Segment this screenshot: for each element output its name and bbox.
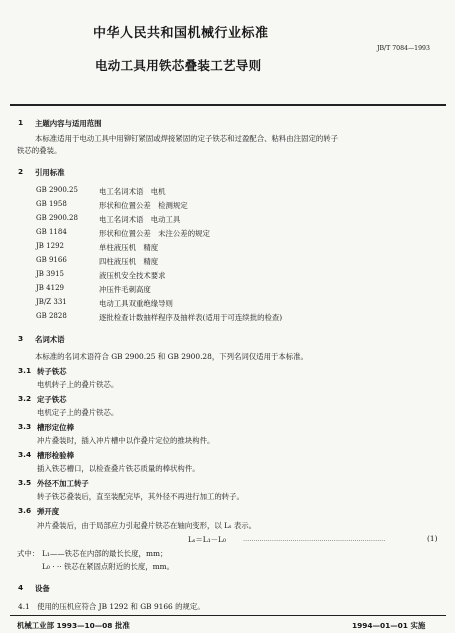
- section-1-paragraph-line-1: 本标准适用于电动工具中用铆钉紧固或焊接紧固的定子铁芯和过盈配合、粘料由注固定的转子: [35, 134, 339, 143]
- term-definition: 电机转子上的叠片铁芯。: [37, 380, 119, 389]
- document-title: 电动工具用铁芯叠装工艺导则: [95, 58, 262, 73]
- formula: Lₛ＝L₁－L₀: [188, 535, 226, 544]
- section-1-heading: 主题内容与适用范围: [35, 119, 102, 128]
- formula-leader-dots: ……………………………………………………………: [243, 536, 386, 543]
- term-name: 槽形检验棒: [37, 451, 74, 460]
- ref-title: 冲压件毛刺高度: [99, 285, 151, 294]
- term-number: 3.6: [18, 506, 32, 515]
- section-2-heading: 引用标准: [35, 168, 65, 177]
- ref-code: JB 1292: [36, 242, 64, 250]
- term-number: 3.4: [18, 450, 32, 459]
- section-1-number: 1: [18, 118, 24, 127]
- where-line-1: L₁——铁芯在内部的最长长度，mm；: [42, 549, 168, 558]
- term-number: 3.5: [18, 478, 32, 487]
- ref-code: GB 2900.25: [36, 186, 78, 194]
- ref-title: 形状和位置公差 未注公差的规定: [99, 229, 210, 238]
- term-name: 槽形定位棒: [37, 423, 74, 432]
- term-definition: 转子铁芯叠装后，直至装配完毕，其外径不再进行加工的转子。: [37, 492, 244, 501]
- section-1-paragraph-line-2: 铁芯的叠装。: [17, 146, 62, 155]
- ref-code: JB/Z 331: [36, 298, 67, 306]
- ref-title: 单柱液压机 精度: [99, 243, 159, 252]
- term-number: 3.2: [18, 394, 32, 403]
- ref-code: GB 1958: [36, 200, 67, 208]
- section-3-heading: 名词术语: [35, 335, 65, 344]
- ref-code: GB 9166: [36, 256, 67, 264]
- ref-code: GB 2900.28: [36, 214, 78, 222]
- ref-title: 电动工具双重绝缘导则: [99, 299, 173, 308]
- header-rule: [10, 104, 446, 106]
- approval-line: 机械工业部 1993—10—08 批准: [17, 621, 130, 630]
- ref-code: JB 3915: [36, 270, 64, 278]
- ref-title: 电工名词术语 电机: [99, 187, 166, 196]
- term-number: 3.3: [18, 422, 32, 431]
- section-4-number: 4: [18, 583, 24, 592]
- section-3-number: 3: [18, 334, 24, 343]
- term-definition: 电机定子上的叠片铁芯。: [37, 408, 119, 417]
- formula-number: (1): [427, 534, 438, 543]
- section-4-item-1: 4.1 使用的压机应符合 JB 1292 和 GB 9166 的规定。: [18, 602, 205, 611]
- term-definition: 冲片叠装后，由于局部应力引起叠片铁芯在轴向变形，以 Lₛ 表示。: [37, 521, 257, 530]
- ref-code: GB 2828: [36, 312, 67, 320]
- effective-date: 1994—01—01 实施: [352, 621, 426, 630]
- term-number: 3.1: [18, 366, 32, 375]
- ref-title: 形状和位置公差 检测规定: [99, 201, 188, 210]
- section-2-number: 2: [18, 167, 24, 176]
- ref-title: 逐批检查计数抽样程序及抽样表(适用于可连续批的检查): [99, 313, 283, 322]
- section-4-heading: 设备: [35, 584, 50, 593]
- section-3-intro: 本标准的名词术语符合 GB 2900.25 和 GB 2900.28，下列名词仅适用于本标准。: [35, 352, 308, 361]
- ref-title: 四柱液压机 精度: [99, 257, 159, 266]
- document-number: JB/T 7084—1993: [377, 45, 430, 52]
- ref-code: JB 4129: [36, 284, 64, 292]
- ref-title: 液压机安全技术要求: [99, 271, 166, 280]
- term-name: 弹开度: [37, 507, 60, 516]
- standard-category-title: 中华人民共和国机械行业标准: [93, 26, 269, 41]
- term-name: 转子铁芯: [37, 367, 67, 376]
- term-definition: 插入铁芯槽口，以检查叠片铁芯质量的棒状构件。: [37, 464, 200, 473]
- term-name: 定子铁芯: [37, 395, 67, 404]
- where-line-2: L₀ · ·· 铁芯在紧固点附近的长度，mm。: [42, 562, 175, 571]
- where-label: 式中：: [17, 549, 40, 558]
- term-name: 外径不加工转子: [37, 479, 89, 488]
- term-definition: 冲片叠装时，插入冲片槽中以作叠片定位的推块构件。: [37, 436, 215, 445]
- footer-rule: [10, 615, 446, 616]
- ref-title: 电工名词术语 电动工具: [99, 215, 181, 224]
- ref-code: GB 1184: [36, 228, 67, 236]
